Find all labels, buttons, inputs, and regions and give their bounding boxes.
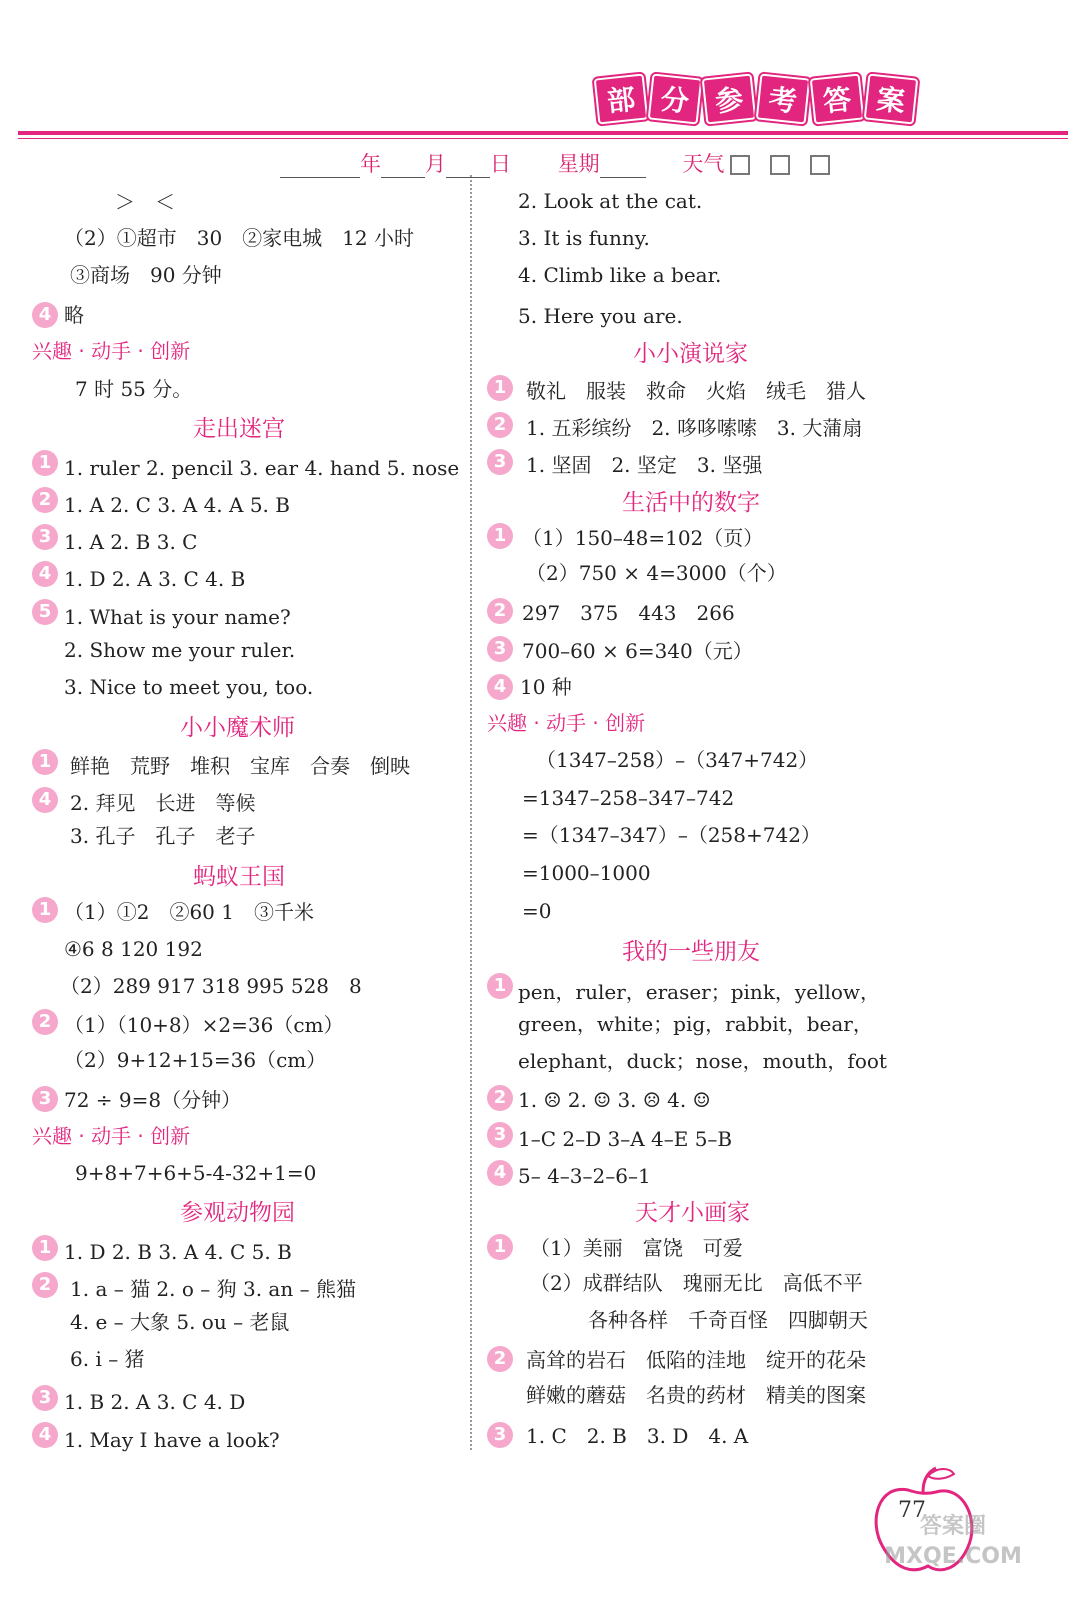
title-tile: 参	[702, 74, 757, 125]
answer-line: （2）①超市 30 ②家电城 12 小时	[64, 226, 414, 250]
answer-line: ④6 8 120 192	[64, 937, 203, 961]
question-number-badge: 2	[487, 412, 513, 438]
section-title-painter: 天才小画家	[635, 1200, 750, 1226]
month-label: 月	[425, 152, 446, 176]
section-title-speech: 小小演说家	[633, 341, 748, 367]
page-footer-logo	[868, 1462, 1038, 1582]
answer-line: 鲜艳 荒野 堆积 宝库 合奏 倒映	[70, 754, 410, 778]
answer-line: 1–C 2–D 3–A 4–E 5–B	[518, 1127, 733, 1151]
question-number-badge: 4	[32, 302, 58, 328]
question-number-badge: 1	[32, 897, 58, 923]
answer-line: （1）150–48=102（页）	[522, 526, 764, 550]
answer-line: 3. 孔子 孔子 老子	[70, 824, 256, 848]
question-number-badge: 4	[32, 787, 58, 813]
answer-line: =1000–1000	[522, 861, 651, 885]
header-rule-thin	[18, 138, 1068, 139]
answer-line: 2. Show me your ruler.	[64, 638, 296, 662]
interest-heading: 兴趣 · 动手 · 创新	[32, 339, 191, 363]
question-number-badge: 2	[32, 1272, 58, 1298]
weather-checkbox-rainy[interactable]	[810, 155, 830, 175]
answer-line: 4. e – 大象 5. ou – 老鼠	[70, 1310, 290, 1334]
answer-line: 3. Nice to meet you, too.	[64, 675, 314, 699]
header-rule	[18, 131, 1068, 135]
answer-line: 1. D 2. A 3. C 4. B	[64, 567, 246, 591]
question-number-badge: 2	[487, 1346, 513, 1372]
question-number-badge: 2	[32, 1009, 58, 1035]
weather-checkbox-cloudy[interactable]	[770, 155, 790, 175]
answer-line: =0	[522, 899, 552, 923]
day-label: 日	[490, 152, 511, 176]
answer-line: （1）①2 ②60 1 ③千米	[64, 900, 314, 924]
answer-line: （2）成群结队 瑰丽无比 高低不平	[530, 1271, 863, 1295]
question-number-badge: 2	[487, 1085, 513, 1111]
title-tile: 案	[864, 74, 919, 125]
answer-line: 10 种	[520, 675, 572, 699]
question-number-badge: 1	[32, 749, 58, 775]
answer-line: 1. ruler 2. pencil 3. ear 4. hand 5. nose	[64, 456, 460, 480]
question-number-badge: 2	[32, 487, 58, 513]
question-number-badge: 3	[487, 1122, 513, 1148]
section-title-maze: 走出迷宫	[193, 416, 285, 442]
answer-line: 1. May I have a look?	[64, 1428, 280, 1452]
title-tile: 部	[594, 74, 649, 125]
answer-line: 1. A 2. C 3. A 4. A 5. B	[64, 493, 290, 517]
answer-line: 72 ÷ 9=8（分钟）	[64, 1088, 242, 1112]
answer-line: 1. What is your name?	[64, 605, 291, 629]
question-number-badge: 1	[487, 973, 513, 999]
section-title-friends: 我的一些朋友	[622, 939, 760, 965]
question-number-badge: 4	[32, 1422, 58, 1448]
interest-heading: 兴趣 · 动手 · 创新	[487, 711, 646, 735]
answer-line: =（1347–347）–（258+742）	[522, 823, 821, 847]
question-number-badge: 2	[487, 598, 513, 624]
answer-line: 1. 五彩缤纷 2. 哆哆嗦嗦 3. 大蒲扇	[526, 416, 863, 440]
question-number-badge: 5	[32, 599, 58, 625]
answer-line: 700–60 × 6=340（元）	[522, 639, 753, 663]
answer-line: 1. 坚固 2. 坚定 3. 坚强	[526, 453, 763, 477]
column-divider	[470, 175, 472, 1450]
section-title-numbers: 生活中的数字	[622, 490, 760, 516]
title-tile: 分	[648, 74, 703, 125]
question-number-badge: 1	[487, 375, 513, 401]
question-number-badge: 3	[487, 1422, 513, 1448]
section-title-ant-kingdom: 蚂蚁王国	[193, 864, 285, 890]
weather-checkbox-sunny[interactable]	[730, 155, 750, 175]
answer-line: 2. Look at the cat.	[518, 189, 703, 213]
question-number-badge: 3	[487, 636, 513, 662]
date-line	[280, 148, 844, 178]
answer-line: pen，ruler，eraser；pink，yellow，	[518, 980, 881, 1004]
answer-line: 5– 4–3–2–6–1	[518, 1164, 651, 1188]
header-title-tiles	[596, 76, 916, 122]
answer-line: ＞ ＜	[115, 190, 175, 214]
answer-line: （1347–258）–（347+742）	[536, 748, 819, 772]
weekday-label: 星期	[557, 152, 600, 176]
question-number-badge: 3	[487, 449, 513, 475]
answer-line: 1. A 2. B 3. C	[64, 530, 198, 554]
question-number-badge: 3	[32, 1086, 58, 1112]
page-number: 77	[898, 1498, 926, 1523]
answer-line: 6. i – 猪	[70, 1347, 145, 1371]
answer-line: 3. It is funny.	[518, 226, 650, 250]
answer-line: elephant，duck；nose，mouth，foot	[518, 1049, 887, 1073]
answer-line: 297 375 443 266	[522, 601, 735, 625]
answer-line: 1. C 2. B 3. D 4. A	[526, 1424, 749, 1448]
section-title-zoo: 参观动物园	[180, 1200, 295, 1226]
question-number-badge: 4	[487, 1160, 513, 1186]
watermark: 答案圈 MXQE.COM	[884, 1514, 1022, 1569]
question-number-badge: 1	[487, 523, 513, 549]
answer-line: （1）美丽 富饶 可爱	[530, 1236, 743, 1260]
answer-line: 1. B 2. A 3. C 4. D	[64, 1390, 246, 1414]
section-title-magic: 小小魔术师	[180, 715, 295, 741]
question-number-badge: 3	[32, 1385, 58, 1411]
weather-label: 天气	[682, 152, 725, 176]
title-tile: 考	[756, 74, 811, 125]
year-label: 年	[360, 152, 381, 176]
answer-line: green，white；pig，rabbit，bear，	[518, 1012, 873, 1036]
interest-heading: 兴趣 · 动手 · 创新	[32, 1124, 191, 1148]
answer-line: 1. ☹ 2. ☺ 3. ☹ 4. ☺	[518, 1088, 711, 1112]
answer-line: 略	[64, 303, 84, 327]
answer-line: 敬礼 服装 救命 火焰 绒毛 猎人	[526, 379, 866, 403]
answer-line: 高耸的岩石 低陷的洼地 绽开的花朵	[526, 1348, 866, 1372]
question-number-badge: 1	[487, 1234, 513, 1260]
answer-line: 鲜嫩的蘑菇 名贵的药材 精美的图案	[526, 1383, 866, 1407]
answer-line: 4. Climb like a bear.	[518, 263, 722, 287]
answer-line: =1347–258–347–742	[522, 786, 735, 810]
answer-line: 1. a – 猫 2. o – 狗 3. an – 熊猫	[70, 1277, 356, 1301]
answer-line: （1）（10+8）×2=36（cm）	[64, 1013, 344, 1037]
question-number-badge: 3	[32, 524, 58, 550]
answer-line: 2. 拜见 长进 等候	[70, 791, 256, 815]
answer-line: ③商场 90 分钟	[70, 263, 222, 287]
answer-line: 各种各样 千奇百怪 四脚朝天	[588, 1308, 868, 1332]
question-number-badge: 4	[32, 561, 58, 587]
answer-line: （2）9+12+15=36（cm）	[64, 1048, 327, 1072]
answer-line: （2）750 × 4=3000（个）	[526, 561, 787, 585]
answer-line: 1. D 2. B 3. A 4. C 5. B	[64, 1240, 292, 1264]
title-tile: 答	[810, 74, 865, 125]
answer-line: 7 时 55 分。	[75, 377, 193, 401]
answer-line: 5. Here you are.	[518, 304, 683, 328]
question-number-badge: 1	[32, 1235, 58, 1261]
answer-line: 9+8+7+6+5-4-32+1=0	[75, 1161, 317, 1185]
answer-line: （2）289 917 318 995 528 8	[60, 974, 362, 998]
question-number-badge: 4	[487, 674, 513, 700]
question-number-badge: 1	[32, 450, 58, 476]
